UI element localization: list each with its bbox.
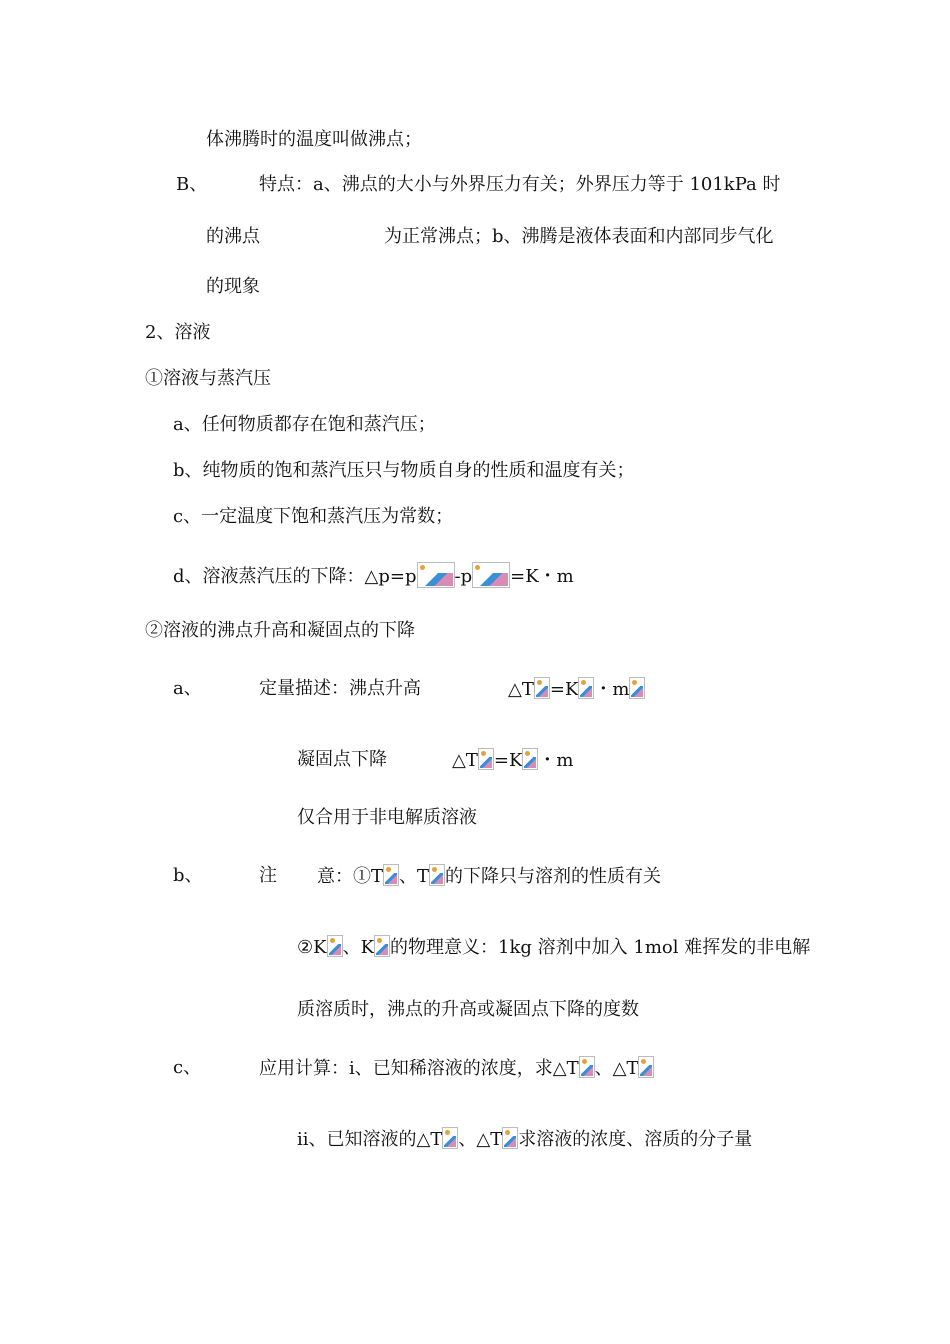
text-line: 的现象 (206, 276, 260, 297)
broken-image-icon (442, 1127, 458, 1149)
broken-image-icon (579, 1056, 595, 1078)
text-line: 定量描述：沸点升高 (259, 678, 421, 699)
text-span: =K (493, 750, 523, 771)
item-label: b、 (173, 865, 203, 886)
broken-image-icon (417, 562, 455, 588)
text-line: 质溶质时，沸点的升高或凝固点下降的度数 (297, 999, 639, 1020)
text-span: ・m (538, 750, 574, 771)
broken-image-icon (578, 677, 594, 699)
text-line: 为正常沸点；b、沸腾是液体表面和内部同步气化 (384, 226, 774, 247)
item-label: B、 (176, 174, 208, 195)
formula-line (452, 748, 573, 773)
text-span: ii、已知溶液的△T (297, 1129, 443, 1150)
subsection-heading: ②溶液的沸点升高和凝固点的下降 (145, 620, 415, 641)
text-line: a、任何物质都存在饱和蒸汽压； (173, 414, 436, 435)
broken-image-icon (502, 1127, 518, 1149)
text-span: 、K (342, 937, 375, 958)
formula-line (317, 864, 661, 889)
text-line: 注 (259, 865, 277, 886)
broken-image-icon (638, 1056, 654, 1078)
item-label: a、 (173, 678, 202, 699)
text-line: 特点：a、沸点的大小与外界压力有关；外界压力等于 101kPa 时 (259, 174, 781, 195)
text-span: =K (549, 679, 579, 700)
text-line: 凝固点下降 (297, 749, 387, 770)
text-span: 意：①T (317, 866, 384, 887)
text-span: 求溶液的浓度、溶质的分子量 (518, 1129, 753, 1150)
broken-image-icon (522, 748, 538, 770)
text-span: △T (452, 750, 478, 771)
subsection-heading: ①溶液与蒸汽压 (145, 368, 271, 389)
broken-image-icon (478, 748, 494, 770)
text-span: 应用计算：i、已知稀溶液的浓度，求△T (259, 1058, 579, 1079)
formula-line (508, 677, 645, 702)
broken-image-icon (374, 935, 390, 957)
formula-line (297, 1127, 752, 1152)
broken-image-icon (629, 677, 645, 699)
text-span: 的物理意义：1kg 溶剂中加入 1mol 难挥发的非电解 (390, 937, 811, 958)
text-span: =K・m (510, 566, 574, 587)
text-span: △T (508, 679, 534, 700)
text-span: 的下降只与溶剂的性质有关 (445, 866, 662, 887)
text-span: ・m (594, 679, 630, 700)
formula-line (173, 562, 574, 589)
text-line: 的沸点 (206, 226, 260, 247)
text-line: b、纯物质的饱和蒸汽压只与物质自身的性质和温度有关； (173, 460, 635, 481)
text-line: c、一定温度下饱和蒸汽压为常数； (173, 506, 454, 527)
text-span: ②K (297, 937, 327, 958)
broken-image-icon (534, 677, 550, 699)
formula-line (297, 935, 810, 960)
text-line: 仅合用于非电解质溶液 (297, 807, 477, 828)
text-line: 体沸腾时的温度叫做沸点； (206, 129, 422, 150)
broken-image-icon (472, 562, 510, 588)
text-span: 、△T (594, 1058, 639, 1079)
text-span: d、溶液蒸汽压的下降：△p=p (173, 566, 417, 587)
broken-image-icon (429, 864, 445, 886)
item-label: c、 (173, 1057, 202, 1078)
text-span: 、△T (458, 1129, 503, 1150)
section-heading: 2、溶液 (145, 322, 211, 343)
text-span: 、T (399, 866, 430, 887)
broken-image-icon (327, 935, 343, 957)
broken-image-icon (383, 864, 399, 886)
text-span: -p (454, 566, 473, 587)
formula-line (259, 1056, 654, 1081)
